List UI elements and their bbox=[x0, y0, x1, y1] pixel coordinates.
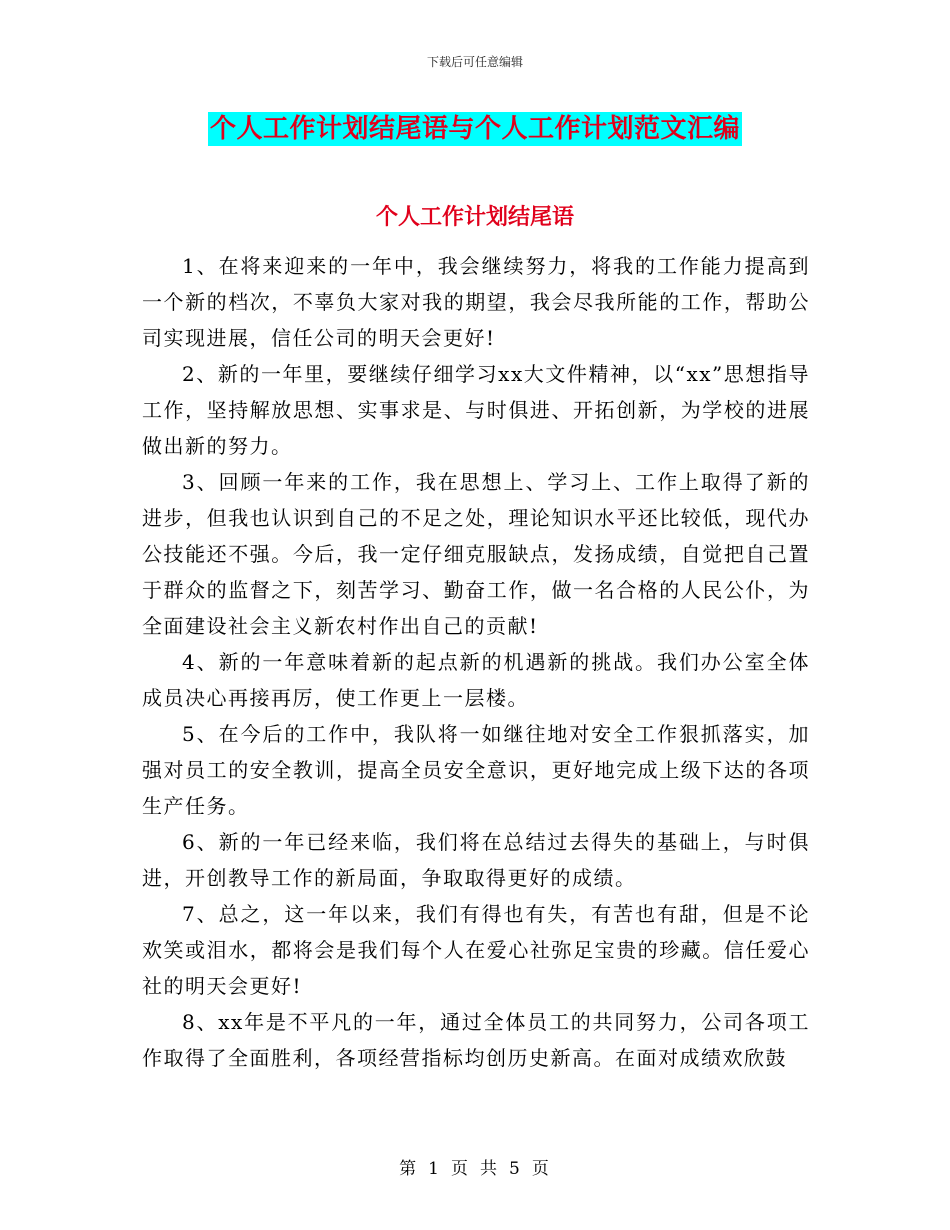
paragraph: 3、回顾一年来的工作，我在思想上、学习上、工作上取得了新的进步，但我也认识到自己的不足之处，理论知识水平还比较低，现代办公技能还不强。今后，我一定仔细克服缺点，发扬成绩，自觉把自己置于群众的监督之下，刻苦学习、勤奋工作，做一名合格的人民公仆，为全面建设社会主义新农村作出自己的贡献! bbox=[142, 470, 810, 638]
footer-page-unit: 页 bbox=[451, 1159, 470, 1179]
footer-current-page: 1 bbox=[428, 1159, 441, 1179]
paragraph: 2、新的一年里，要继续仔细学习xx大文件精神，以“xx”思想指导工作，坚持解放思想、实事求是、与时俱进、开拓创新，为学校的进展做出新的努力。 bbox=[142, 362, 810, 458]
footer-total-prefix: 共 bbox=[480, 1159, 499, 1179]
footer-total-pages: 5 bbox=[509, 1159, 522, 1179]
paragraph: 4、新的一年意味着新的起点新的机遇新的挑战。我们办公室全体成员决心再接再厉，使工作更上一层楼。 bbox=[142, 650, 810, 710]
paragraph: 6、新的一年已经来临，我们将在总结过去得失的基础上，与时俱进，开创教导工作的新局面，争取取得更好的成绩。 bbox=[142, 830, 810, 890]
document-body bbox=[142, 248, 810, 1076]
footer-prefix: 第 bbox=[399, 1159, 419, 1179]
paragraph: 8、xx年是不平凡的一年，通过全体员工的共同努力，公司各项工作取得了全面胜利，各项经营指标均创历史新高。在面对成绩欢欣鼓 bbox=[142, 1010, 810, 1070]
paragraph: 5、在今后的工作中，我队将一如继往地对安全工作狠抓落实，加强对员工的安全教训，提高全员安全意识，更好地完成上级下达的各项生产任务。 bbox=[142, 722, 810, 818]
paragraph: 1、在将来迎来的一年中，我会继续努力，将我的工作能力提高到一个新的档次，不辜负大家对我的期望，我会尽我所能的工作，帮助公司实现进展，信任公司的明天会更好! bbox=[142, 254, 810, 350]
section-title: 个人工作计划结尾语 bbox=[375, 204, 574, 230]
footer-suffix: 页 bbox=[531, 1159, 551, 1179]
paragraph: 7、总之，这一年以来，我们有得也有失，有苦也有甜，但是不论欢笑或泪水，都将会是我们每个人在爱心社弥足宝贵的珍藏。信任爱心社的明天会更好! bbox=[142, 902, 810, 998]
document-title bbox=[0, 112, 950, 146]
document-title-text: 个人工作计划结尾语与个人工作计划范文汇编 bbox=[209, 114, 740, 144]
header-note: 下载后可任意编辑 bbox=[426, 55, 523, 69]
page-footer bbox=[0, 1154, 950, 1179]
